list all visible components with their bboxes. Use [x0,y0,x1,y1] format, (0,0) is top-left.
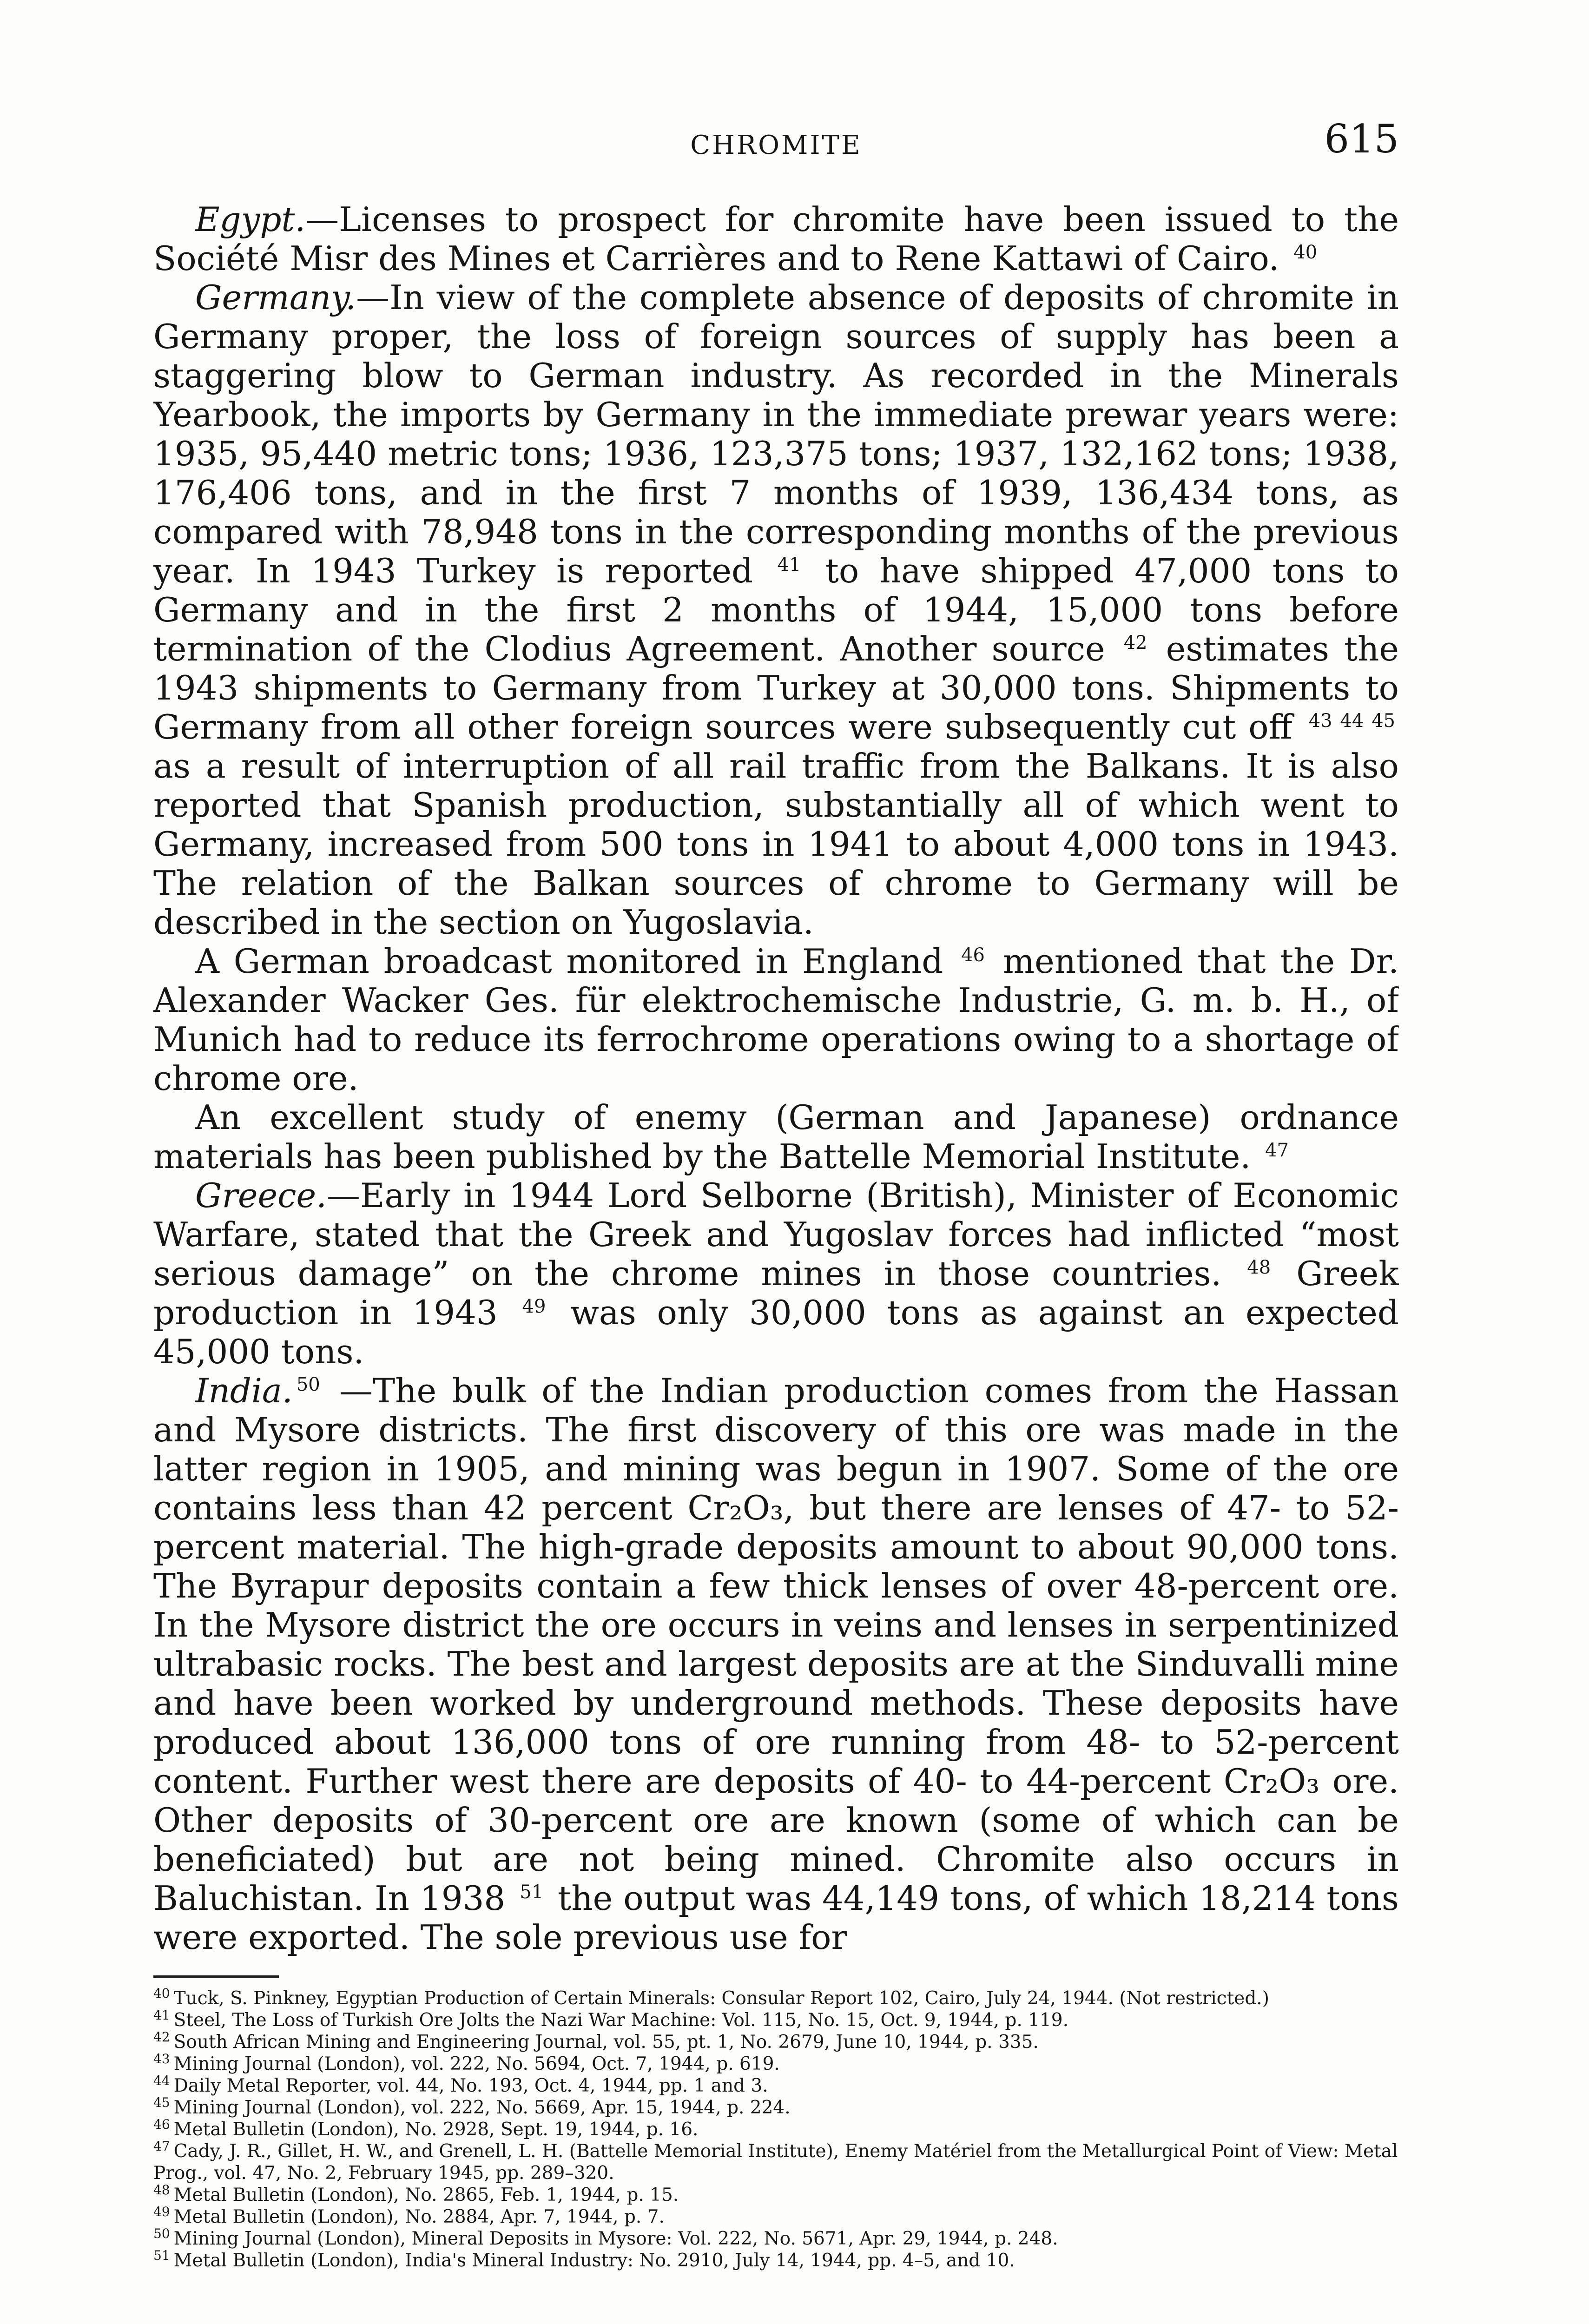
text-run: estimates the 1943 shipments to Germany from Turkey at 30,000 tons. Shipments to Germany from all other foreign sources were subsequently cut off [153,629,1399,746]
text-run: to have shipped 47,000 tons to Germany and in the first 2 months of 1944, 15,000 tons before termination of the Clodius Agreement. Another source [153,551,1399,668]
footnote-ref: 50 [296,1374,320,1395]
footnote-text: Mining Journal (London), vol. 222, No. 5694, Oct. 7, 1944, p. 619. [173,2053,780,2074]
page-header [153,116,1399,167]
footnote [153,2206,1399,2228]
text-run: A German broadcast monitored in England [195,942,943,981]
body-text [153,200,1399,1957]
text-run: —Early in 1944 Lord Selborne (British), Minister of Economic Warfare, stated that the Greek and Yugoslav forces had inflicted “most serious damage” on the chrome mines in those countries. [153,1176,1399,1293]
footnote [153,2140,1399,2184]
footnote-ref: 42 [1123,632,1147,654]
text-run: as a result of interruption of all rail traffic from the Balkans. It is also reported that Spanish production, substantially all of which went to Germany, increased from 500 tons in 1941 to about 4,000 tons in 1943. The relation of the Balkan sources of chrome to Germany will be described in the section on Yugoslavia. [153,746,1399,942]
footnotes [153,1987,1399,2271]
footnote-text: Tuck, S. Pinkney, Egyptian Production of Certain Minerals: Consular Report 102, Cairo, July 24, 1944. (Not restricted.) [173,1988,1269,2009]
footnote [153,2031,1399,2053]
footnote-text: Metal Bulletin (London), No. 2884, Apr. 7, 1944, p. 7. [173,2206,665,2227]
text-run: Greek production in 1943 [153,1254,1399,1332]
footnote-number: 44 [153,2073,170,2088]
text-run: the output was 44,149 tons, of which 18,214 tons were exported. The sole previous use for [153,1879,1399,1957]
footnote-text: Cady, J. R., Gillet, H. W., and Grenell, L. H. (Battelle Memorial Institute), Enemy Matériel from the Metallurgical Point of View: Metal Prog., vol. 47, No. 2, February 1945, pp. 289–320. [153,2141,1398,2184]
footnote [153,2119,1399,2140]
footnote-rule [153,1975,279,1978]
footnote-text: Metal Bulletin (London), No. 2865, Feb. 1, 1944, p. 15. [173,2185,679,2205]
footnote [153,2053,1399,2075]
paragraph-heading: India. [195,1371,293,1410]
footnote-number: 48 [153,2182,170,2198]
footnote [153,2009,1399,2031]
footnote-number: 42 [153,2029,170,2045]
footnote-number: 51 [153,2248,170,2263]
paragraph [153,1176,1399,1371]
paragraph [153,1098,1399,1176]
footnote-ref: 51 [520,1882,544,1903]
footnote-text: Metal Bulletin (London), No. 2928, Sept. 19, 1944, p. 16. [173,2119,699,2140]
text-run: —Licenses to prospect for chromite have been issued to the Société Misr des Mines et Carrières and to Rene Kattawi of Cairo. [153,200,1399,278]
text-run: was only 30,000 tons as against an expected 45,000 tons. [153,1293,1399,1371]
footnote-text: South African Mining and Engineering Journal, vol. 55, pt. 1, No. 2679, June 10, 1944, p. 335. [173,2032,1039,2053]
footnote [153,2250,1399,2271]
footnote-text: Mining Journal (London), vol. 222, No. 5669, Apr. 15, 1944, p. 224. [173,2097,791,2118]
footnote [153,2097,1399,2119]
paragraph [153,1371,1399,1957]
paragraph [153,942,1399,1098]
text-run: mentioned that the Dr. Alexander Wacker Ges. für elektrochemische Industrie, G. m. b. H., of Munich had to reduce its ferrochrome operations owing to a shortage of chrome ore. [153,942,1399,1098]
paragraph [153,200,1399,278]
running-title: CHROMITE [690,130,862,160]
footnote-text: Metal Bulletin (London), India's Mineral Industry: No. 2910, July 14, 1944, pp. 4–5, and 10. [173,2250,1015,2271]
footnote-number: 50 [153,2226,170,2241]
footnote-number: 41 [153,2007,170,2023]
footnote-number: 49 [153,2204,170,2219]
footnote-number: 46 [153,2117,170,2132]
text-run: —In view of the complete absence of deposits of chromite in Germany proper, the loss of foreign sources of supply has been a staggering blow to German industry. As recorded in the Minerals Yearbook, the imports by Germany in the immediate prewar years were: 1935, 95,440 metric tons; 1936, 123,375 tons; 1937, 132,162 tons; 1938, 176,406 tons, and in the first 7 months of 1939, 136,434 tons, as compared with 78,948 tons in the corresponding months of the previous year. In 1943 Turkey is reported [153,278,1399,590]
page-number: 615 [1324,116,1399,162]
footnote-ref: 49 [522,1296,546,1317]
footnote-text: Mining Journal (London), Mineral Deposits in Mysore: Vol. 222, No. 5671, Apr. 29, 1944, p. 248. [173,2228,1058,2249]
document-page [153,116,1399,2324]
footnote-number: 40 [153,1986,170,2001]
footnote-ref: 40 [1293,242,1318,263]
paragraph-heading: Greece. [195,1176,327,1215]
footnote-ref: 48 [1247,1257,1271,1278]
footnote-text: Steel, The Loss of Turkish Ore Jolts the Nazi War Machine: Vol. 115, No. 15, Oct. 9, 1944, p. 119. [173,2010,1068,2031]
footnote-text: Daily Metal Reporter, vol. 44, No. 193, Oct. 4, 1944, pp. 1 and 3. [173,2075,768,2096]
paragraph-heading: Egypt. [195,200,306,239]
footnote-number: 47 [153,2139,170,2154]
footnote [153,1987,1399,2009]
footnote [153,2075,1399,2097]
footnote [153,2228,1399,2250]
footnote-ref: 41 [777,554,801,575]
footnote-ref: 43 44 45 [1308,710,1395,732]
paragraph [153,278,1399,942]
footnote-ref: 47 [1265,1140,1289,1161]
paragraph-heading: Germany. [195,278,356,317]
footnote [153,2184,1399,2206]
footnote-number: 45 [153,2095,170,2110]
text-run: An excellent study of enemy (German and Japanese) ordnance materials has been published by the Battelle Memorial Institute. [153,1098,1399,1176]
text-run: —The bulk of the Indian production comes from the Hassan and Mysore districts. The first discovery of this ore was made in the latter region in 1905, and mining was begun in 1907. Some of the ore contains less than 42 percent Cr₂O₃, but there are lenses of 47- to 52-percent material. The high-grade deposits amount to about 90,000 tons. The Byrapur deposits contain a few thick lenses of over 48-percent ore. In the Mysore district the ore occurs in veins and lenses in serpentinized ultrabasic rocks. The best and largest deposits are at the Sinduvalli mine and have been worked by underground methods. These deposits have produced about 136,000 tons of ore running from 48- to 52-percent content. Further west there are deposits of 40- to 44-percent Cr₂O₃ ore. Other deposits of 30-percent ore are known (some of which can be beneficiated) but are not being mined. Chromite also occurs in Baluchistan. In 1938 [153,1371,1399,1918]
footnote-number: 43 [153,2051,170,2067]
footnote-ref: 46 [961,944,985,966]
